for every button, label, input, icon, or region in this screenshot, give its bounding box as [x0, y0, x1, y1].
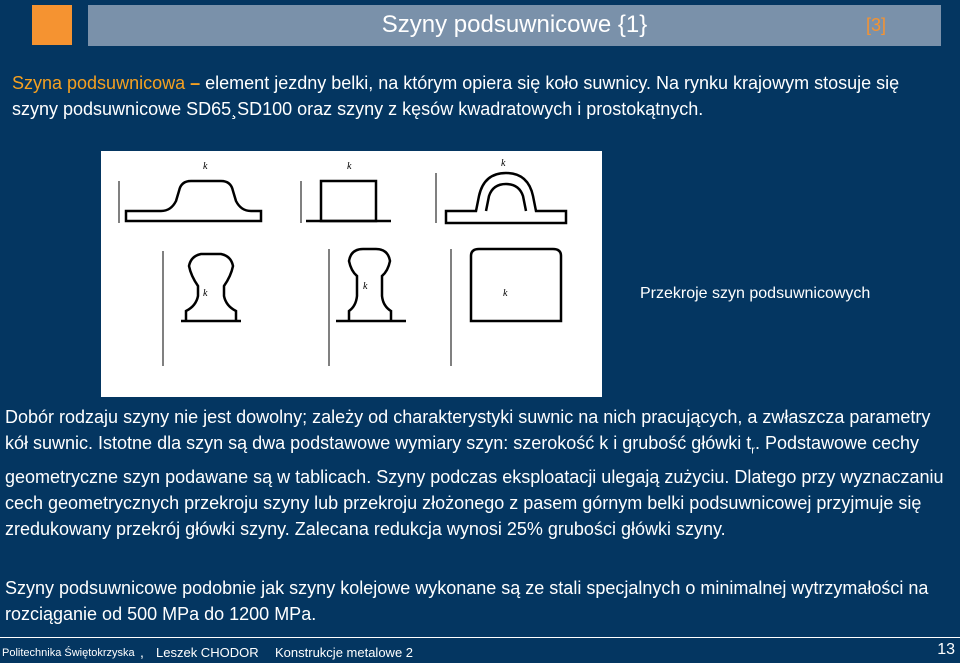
footer-divider: [0, 637, 960, 638]
page-number: 13: [937, 641, 955, 658]
label-k-3: k: [501, 158, 506, 169]
footer-institution: Politechnika Świętokrzyska: [2, 647, 135, 659]
body-paragraph: [5, 404, 945, 542]
rail-sections-drawing: [101, 151, 602, 397]
body-subscript: r: [751, 444, 755, 457]
rail-sections-figure: [101, 151, 602, 397]
label-k-5: k: [363, 281, 368, 292]
intro-term: Szyna podsuwnicowa: [12, 73, 186, 93]
reference-tag: [3]: [865, 15, 886, 35]
label-k-2: k: [347, 161, 352, 172]
body-text-part1: Dobór rodzaju szyny nie jest dowolny; zależy od charakterystyki suwnic na nich pracujących, a zwłaszcza parametry kół suwnic. Istotne dla szyn są dwa podstawowe wymiary szyn: szerokość k i grubość główki t: [5, 407, 931, 453]
body-text-part2: . Podstawowe cechy geometryczne szyn podawane są w tablicach. Szyny podczas eksploatacji ulegają zużyciu. Dlatego przy wyznaczaniu cech geometrycznych przekroju szyny lub przekroju złożonego z pasem górnym belki podsuwnicowej przyjmuje się zredukowany przekrój główki szyny. Zalecana redukcja wynosi 25% grubości główki szyny.: [5, 433, 944, 539]
intro-text: element jezdny belki, na którym opiera się koło suwnicy. Na rynku krajowym stosuje się szyny podsuwnicowe SD65¸SD100 oraz szyny z kęsów kwadratowych i prostokątnych.: [12, 73, 900, 119]
label-k-1: k: [203, 161, 208, 172]
intro-dash: –: [190, 73, 201, 93]
footer-author: Leszek CHODOR: [156, 645, 259, 660]
slide-title: Szyny podsuwnicowe {1}: [381, 11, 648, 38]
title-bar: [88, 5, 941, 46]
label-k-6: k: [503, 288, 508, 299]
label-k-4: k: [203, 288, 208, 299]
footer-separator: ,: [140, 644, 144, 660]
intro-paragraph: [12, 70, 947, 122]
closing-paragraph: Szyny podsuwnicowe podobnie jak szyny kolejowe wykonane są ze stali specjalnych o minimalnej wytrzymałości na rozciąganie od 500 MPa do 1200 MPa.: [5, 578, 929, 624]
footer: [0, 643, 960, 663]
figure-caption: Przekroje szyn podsuwnicowych: [640, 285, 871, 302]
footer-course: Konstrukcje metalowe 2: [275, 645, 414, 660]
orange-square-decoration: [32, 5, 72, 45]
